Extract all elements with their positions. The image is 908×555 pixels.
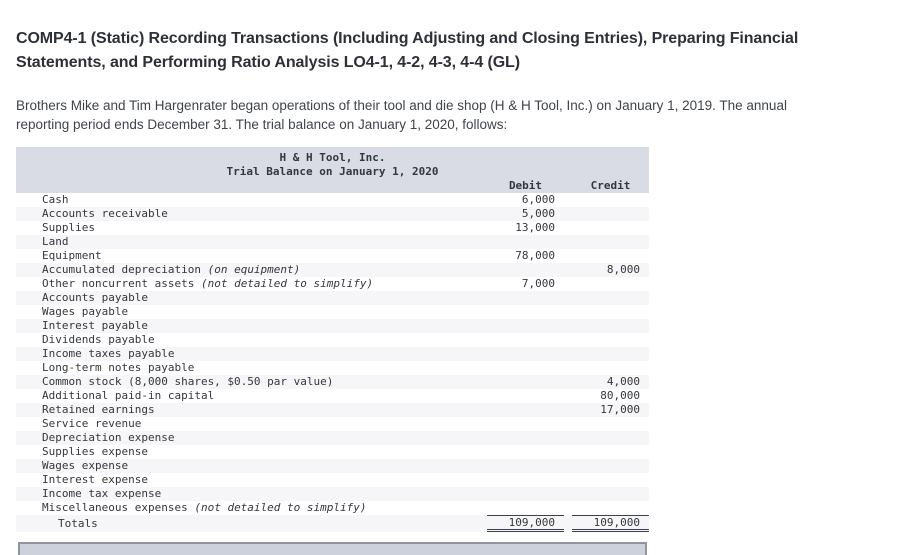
- credit-cell: [564, 249, 649, 263]
- account-label: Land: [42, 235, 69, 248]
- account-label: Interest payable: [42, 319, 148, 332]
- table-row: [16, 277, 649, 291]
- account-label: Interest expense: [42, 473, 148, 486]
- table-row: [16, 221, 649, 235]
- account-cell: [16, 221, 487, 235]
- page-title-line-2: Statements, and Performing Ratio Analysis LO4-1, 4-2, 4-3, 4-4 (GL): [16, 53, 520, 71]
- account-cell: [16, 431, 487, 445]
- company-name: H & H Tool, Inc.: [16, 147, 649, 165]
- account-label: Supplies: [42, 221, 95, 234]
- account-cell: [16, 193, 487, 207]
- debit-cell: [487, 347, 564, 361]
- account-label: Retained earnings: [42, 403, 155, 416]
- debit-cell: [487, 361, 564, 375]
- account-note: (not detailed to simplify): [200, 277, 374, 290]
- credit-cell: [564, 193, 649, 207]
- totals-label-cell: [16, 515, 487, 532]
- debit-cell: [487, 333, 564, 347]
- table-row: [16, 347, 649, 361]
- totals-label: Totals: [58, 516, 98, 530]
- account-cell: [16, 305, 487, 319]
- account-label: Wages payable: [42, 305, 129, 318]
- account-label: Accounts payable: [42, 291, 148, 304]
- totals-debit-cell: [487, 515, 564, 532]
- account-label: Supplies expense: [42, 445, 148, 458]
- account-cell: [16, 277, 487, 291]
- table-row: [16, 403, 649, 417]
- account-label: Income tax expense: [42, 487, 162, 500]
- debit-cell: 5,000: [521, 207, 555, 220]
- account-cell: [16, 375, 487, 389]
- credit-cell: [564, 431, 649, 445]
- account-label: Service revenue: [42, 417, 142, 430]
- credit-cell: 8,000: [606, 263, 641, 276]
- account-cell: [16, 249, 487, 263]
- account-label: Common stock (8,000 shares, $0.50 par value): [42, 375, 334, 388]
- intro-line-1: Brothers Mike and Tim Hargenrater began operations of their tool and die shop (H & H Tool, Inc.) on January 1, 2019. The annual: [16, 98, 787, 113]
- table-row: [16, 235, 649, 249]
- debit-cell: [487, 501, 564, 515]
- credit-cell: [564, 305, 649, 319]
- debit-column-header: Debit: [487, 179, 564, 193]
- table-row: [16, 305, 649, 319]
- account-cell: [16, 361, 487, 375]
- table-row: [16, 361, 649, 375]
- table-row: [16, 445, 649, 459]
- debit-cell: 13,000: [515, 221, 555, 234]
- table-row: [16, 389, 649, 403]
- credit-cell: [564, 221, 649, 235]
- table-row: [16, 459, 649, 473]
- account-cell: [16, 417, 487, 431]
- debit-cell: [487, 403, 564, 417]
- credit-cell: [564, 445, 649, 459]
- account-label: Cash: [42, 193, 69, 206]
- account-label: Accounts receivable: [42, 207, 168, 220]
- credit-cell: [564, 347, 649, 361]
- credit-cell: [564, 361, 649, 375]
- company-name-row: [16, 147, 649, 165]
- table-row: [16, 501, 649, 515]
- page-title-line-1: COMP4-1 (Static) Recording Transactions (Including Adjusting and Closing Entries), Preparing Financial: [16, 30, 799, 47]
- credit-cell: 4,000: [606, 375, 641, 388]
- table-row: [16, 473, 649, 487]
- debit-cell: [487, 263, 564, 277]
- account-cell: [16, 263, 487, 277]
- account-label: Long-term notes payable: [42, 361, 195, 374]
- credit-cell: [564, 235, 649, 249]
- account-cell: [16, 319, 487, 333]
- intro-line-2: reporting period ends December 31. The trial balance on January 1, 2020, follows:: [16, 117, 508, 132]
- trial-balance-header: [16, 147, 649, 193]
- statement-title: Trial Balance on January 1, 2020: [16, 165, 649, 179]
- debit-cell: 6,000: [521, 193, 555, 206]
- table-row: [16, 319, 649, 333]
- credit-cell: [564, 501, 649, 515]
- trial-balance-body: [16, 193, 649, 532]
- page-title: [16, 27, 892, 74]
- account-cell: [16, 235, 487, 249]
- totals-credit-value: 109,000: [572, 515, 649, 532]
- credit-cell: [564, 277, 649, 291]
- account-cell: [16, 347, 487, 361]
- credit-cell: [564, 291, 649, 305]
- account-label: Miscellaneous expenses: [42, 501, 195, 514]
- debit-cell: [487, 417, 564, 431]
- credit-cell: [564, 459, 649, 473]
- table-row: [16, 487, 649, 501]
- account-label: Other noncurrent assets: [42, 277, 201, 290]
- credit-cell: [564, 417, 649, 431]
- account-label: Depreciation expense: [42, 431, 175, 444]
- debit-cell: 7,000: [521, 277, 555, 290]
- account-label: Wages expense: [42, 459, 129, 472]
- account-note: (not detailed to simplify): [194, 501, 367, 514]
- credit-cell: [564, 319, 649, 333]
- totals-credit-cell: [564, 515, 649, 532]
- credit-cell: [564, 487, 649, 501]
- table-row: [16, 249, 649, 263]
- table-row: [16, 207, 649, 221]
- account-label: Equipment: [42, 249, 102, 262]
- table-row: [16, 291, 649, 305]
- table-row: [16, 263, 649, 277]
- credit-column-header: Credit: [564, 179, 649, 193]
- table-row: [16, 431, 649, 445]
- statement-title-row: [16, 165, 649, 179]
- account-label: Income taxes payable: [42, 347, 175, 360]
- debit-cell: [487, 375, 564, 389]
- debit-cell: 78,000: [515, 249, 555, 262]
- debit-cell: [487, 319, 564, 333]
- debit-cell: [487, 305, 564, 319]
- intro-paragraph: [16, 96, 892, 134]
- debit-cell: [487, 459, 564, 473]
- account-cell: [16, 403, 487, 417]
- account-cell: [16, 445, 487, 459]
- account-column-header: [16, 179, 487, 193]
- credit-cell: [564, 333, 649, 347]
- totals-debit-value: 109,000: [487, 515, 564, 532]
- table-row: [16, 417, 649, 431]
- credit-cell: [564, 207, 649, 221]
- account-cell: [16, 459, 487, 473]
- trial-balance-section: [16, 147, 649, 532]
- next-section-panel-edge: [18, 542, 647, 555]
- account-cell: [16, 501, 487, 515]
- account-note: (on equipment): [207, 263, 301, 276]
- debit-cell: [487, 235, 564, 249]
- table-row: [16, 375, 649, 389]
- account-label: Additional paid-in capital: [42, 389, 215, 402]
- trial-balance-table: [16, 147, 649, 532]
- debit-cell: [487, 487, 564, 501]
- table-row: [16, 193, 649, 207]
- account-label: Accumulated depreciation: [42, 263, 208, 276]
- debit-cell: [487, 473, 564, 487]
- account-cell: [16, 389, 487, 403]
- totals-row: [16, 515, 649, 532]
- debit-cell: [487, 291, 564, 305]
- debit-cell: [487, 445, 564, 459]
- account-cell: [16, 473, 487, 487]
- column-header-row: [16, 179, 649, 193]
- account-cell: [16, 291, 487, 305]
- credit-cell: 17,000: [600, 403, 641, 416]
- account-cell: [16, 333, 487, 347]
- account-label: Dividends payable: [42, 333, 155, 346]
- table-row: [16, 333, 649, 347]
- account-cell: [16, 207, 487, 221]
- account-cell: [16, 487, 487, 501]
- debit-cell: [487, 431, 564, 445]
- debit-cell: [487, 389, 564, 403]
- credit-cell: 80,000: [600, 389, 641, 402]
- credit-cell: [564, 473, 649, 487]
